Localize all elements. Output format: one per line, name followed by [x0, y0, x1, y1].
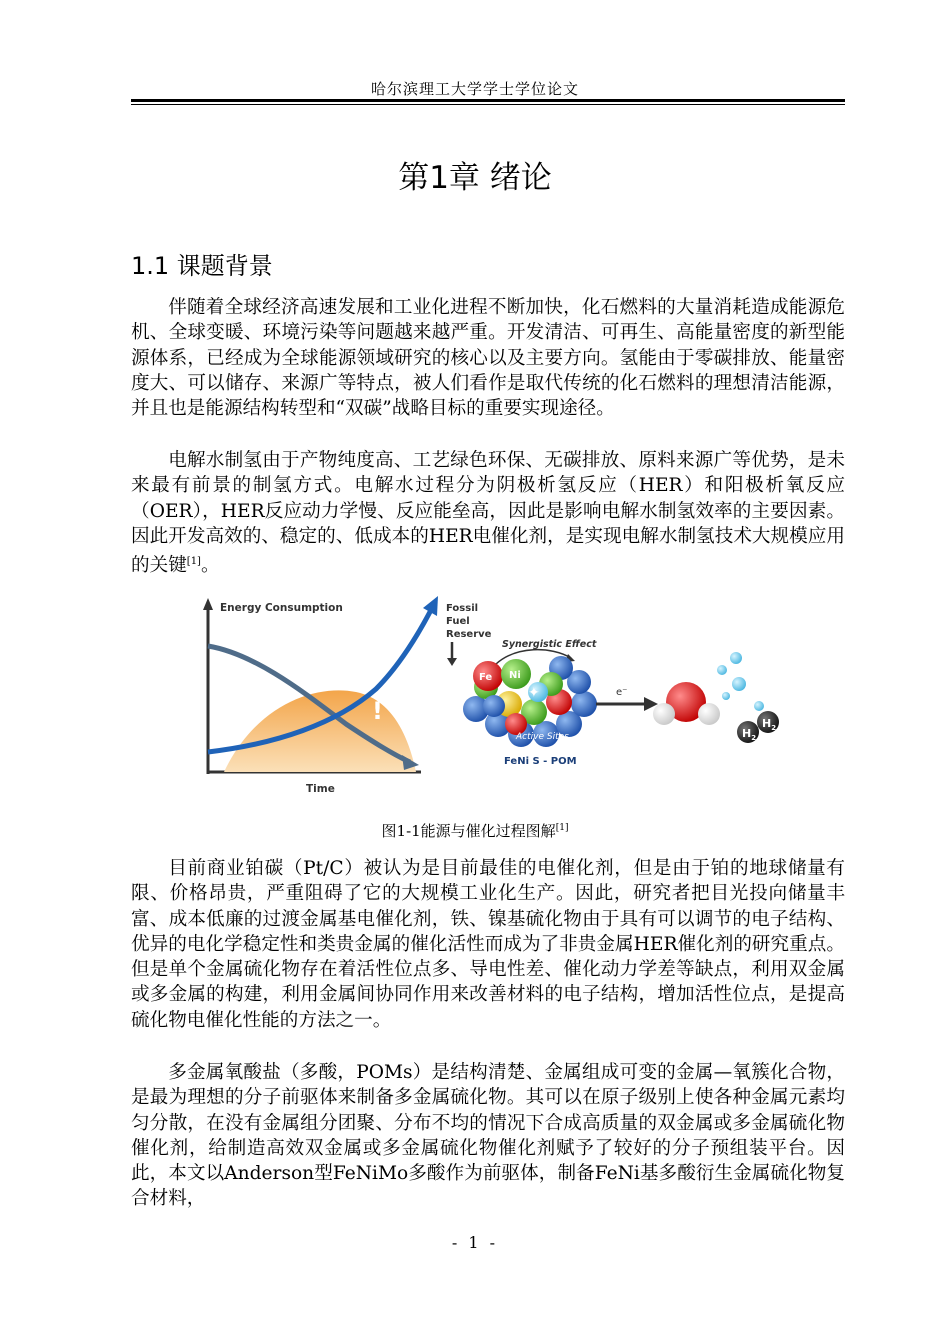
fe-label: Fe — [479, 672, 493, 683]
caption-citation: [1] — [555, 823, 569, 833]
electron-label: e⁻ — [616, 687, 628, 698]
sparkle-icon: ✦ — [528, 685, 540, 701]
energy-label: Energy Consumption — [220, 602, 343, 614]
chapter-title: 第1章 绪论 — [398, 160, 552, 196]
active-sites-label: Active Sites — [516, 732, 569, 742]
caption-text: 图1-1能源与催化过程图解 — [381, 822, 556, 840]
paragraph-2-end: 。 — [200, 555, 220, 577]
time-label: Time — [306, 783, 335, 795]
page-number: - 1 - — [451, 1233, 499, 1252]
fossil-label-3: Reserve — [446, 629, 492, 640]
paragraph-4: 多金属氧酸盐（多酸，POMs）是结构清楚、金属组成可变的金属—氧簇化合物，是最为理想的分子前驱体来制备多金属硫化物。其可以在原子级别上使各种金属元素均匀分散，在没有金属组分团聚、分布不均的情况下合成高质量的双金属或多金属硫化物催化剂，给制造高效双金属或多金属硫化物催化剂赋予了较好的分子预组装平台。因此，本文以Anderson型FeNiMo多酸作为前驱体，制备FeNi基多酸衍生金属硫化物复合材料， — [131, 1062, 845, 1210]
fossil-label-1: Fossil — [446, 603, 479, 614]
citation-ref: [1] — [186, 556, 201, 568]
synergy-label: Synergistic Effect — [502, 639, 597, 650]
section-title: 1.1 课题背景 — [131, 252, 273, 280]
header-rule — [131, 99, 845, 102]
paragraph-2 — [131, 448, 845, 579]
h2-label-2: $H_2$ — [762, 717, 777, 732]
figure-energy-catalysis — [176, 584, 796, 798]
paragraph-2-text: 电解水制氢由于产物纯度高、工艺绿色环保、无碳排放、原料来源广等优势，是未来最有前景的制氢方式。电解水过程分为阴极析氢反应（HER）和阳极析氧反应（OER），HER反应动力学慢、反应能垒高，因此是影响电解水制氢效率的主要因素。因此开发高效的、稳定的、低成本的HER电催化剂，是实现电解水制氢技术大规模应用的关键 — [131, 450, 845, 577]
paragraph-1: 伴随着全球经济高速发展和工业化进程不断加快，化石燃料的大量消耗造成能源危机、全球变暖、环境污染等问题越来越严重。开发清洁、可再生、高能量密度的新型能源体系，已经成为全球能源领域研究的核心以及主要方向。氢能由于零碳排放、能量密度大、可以储存、来源广等特点，被人们看作是取代传统的化石燃料的理想清洁能源，并且也是能源结构转型和“双碳”战略目标的重要实现途径。 — [131, 297, 845, 420]
h2-label-1: $H_2$ — [742, 727, 757, 742]
header-rule-thin — [131, 104, 845, 105]
ni-label: Ni — [509, 670, 521, 681]
running-header: 哈尔滨理工大学学士学位论文 — [370, 80, 579, 98]
fossil-label-2: Fuel — [446, 616, 470, 627]
warning-icon: ! — [372, 697, 383, 725]
catalyst-label: FeNi S - POM — [504, 756, 577, 767]
figure-caption — [0, 820, 950, 841]
paragraph-3: 目前商业铂碳（Pt/C）被认为是目前最佳的电催化剂，但是由于铂的地球储量有限、价格昂贵，严重阻碍了它的大规模工业化生产。因此，研究者把目光投向储量丰富、成本低廉的过渡金属基电催化剂，铁、镍基硫化物由于具有可以调节的电子结构、优异的电化学稳定性和类贵金属的催化活性而成为了非贵金属HER催化剂的研究重点。但是单个金属硫化物存在着活性位点多、导电性差、催化动力学差等缺点，利用双金属或多金属的构建，利用金属间协同作用来改善材料的电子结构，增加活性位点，是提高硫化物电催化性能的方法之一。 — [131, 858, 845, 1031]
